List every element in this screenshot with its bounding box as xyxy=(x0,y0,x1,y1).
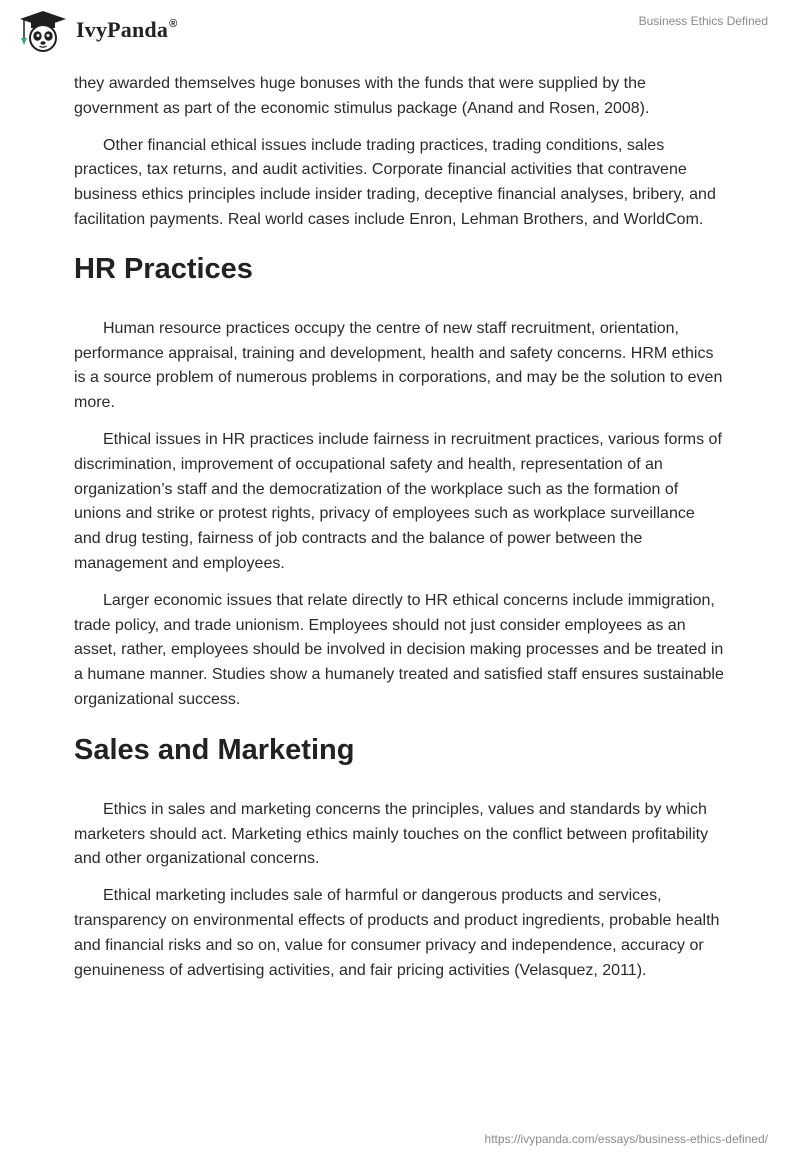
paragraph-hr-1: Human resource practices occupy the centre of new staff recruitment, orientation, performance appraisal, training and development, health and safety concerns. HRM ethics is a source problem of numerous problems in corporations, and may be the solution to even more. xyxy=(74,319,723,412)
logo-name: IvyPanda xyxy=(76,17,169,42)
source-url-link[interactable]: https://ivypanda.com/essays/business-ethics-defined/ xyxy=(484,1132,768,1146)
document-title: Business Ethics Defined xyxy=(638,14,768,28)
paragraph-sales-2: Ethical marketing includes sale of harmful or dangerous products and services, transparency on environmental effects of products and product ingredients, probable health and financial risks and so on, value for consumer privacy and independence, accuracy or genuineness of advertising activities, and fair pricing activities (Velasquez, 2011). xyxy=(74,887,720,979)
paragraph-hr-3: Larger economic issues that relate directly to HR ethical concerns include immigration, trade policy, and trade unionism. Employees should not just consider employees as an asset, rather, employees should be involved in decision making processes and be treated in a humane manner. Studies show a humanely treated and satisfied staff ensures sustainable organizational success. xyxy=(74,591,724,708)
essay-content xyxy=(74,72,724,995)
panda-logo-icon xyxy=(14,8,72,52)
paragraph-hr-2: Ethical issues in HR practices include fairness in recruitment practices, various forms of discrimination, improvement of occupational safety and health, representation of an organization’s staff and the democratization of the workplace such as the formation of unions and strike or protest rights, privacy of employees such as workplace surveillance and drug testing, fairness of job contracts and the balance of power between the management and employees. xyxy=(74,430,722,572)
logo[interactable] xyxy=(14,8,177,52)
paragraph-financial: Other financial ethical issues include trading practices, trading conditions, sales practices, tax returns, and audit activities. Corporate financial activities that contravene business ethics principles include insider trading, deceptive financial analyses, bribery, and facilitation payments. Real world cases include Enron, Lehman Brothers, and WorldCom. xyxy=(74,136,716,228)
registered-mark: ® xyxy=(169,18,178,30)
heading-sales-marketing: Sales and Marketing xyxy=(74,733,355,766)
heading-hr-practices: HR Practices xyxy=(74,252,253,285)
logo-text xyxy=(76,17,177,43)
paragraph-continued: they awarded themselves huge bonuses with the funds that were supplied by the government as part of the economic stimulus package (Anand and Rosen, 2008). xyxy=(74,75,650,117)
header xyxy=(0,0,800,70)
paragraph-sales-1: Ethics in sales and marketing concerns the principles, values and standards by which marketers should act. Marketing ethics mainly touches on the conflict between profitability and other organizational concerns. xyxy=(74,800,709,868)
